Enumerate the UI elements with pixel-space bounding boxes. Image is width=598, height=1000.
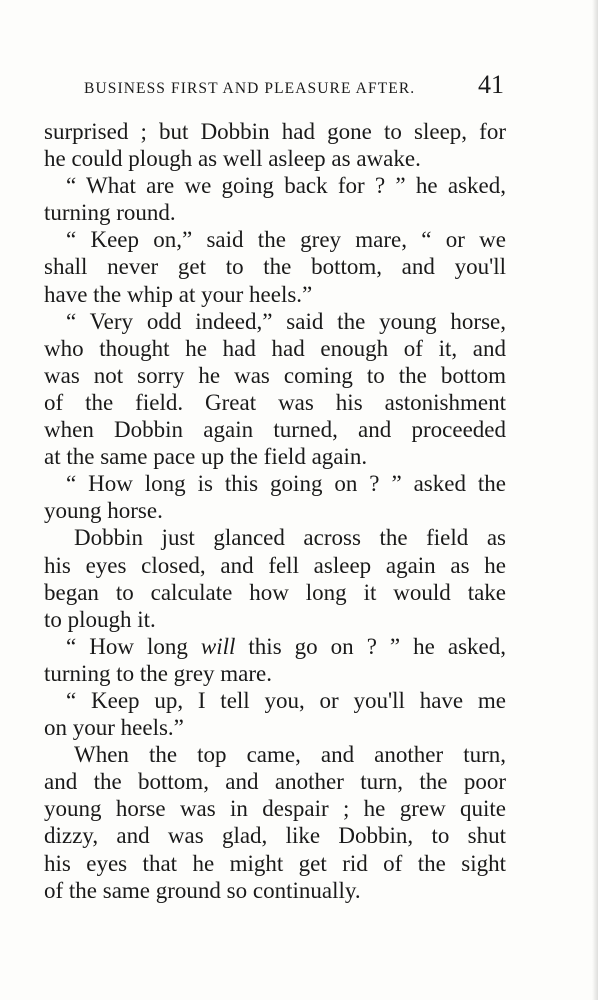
text-segment: this go on ? ” he asked,	[235, 633, 506, 659]
text-line: began to calculate how long it would take	[44, 579, 506, 605]
text-line: “ Very odd indeed,” said the young horse,	[66, 308, 506, 334]
body-text	[44, 118, 506, 904]
text-line: When the top came, and another turn,	[74, 742, 506, 768]
page-number: 41	[478, 70, 504, 99]
text-line: turning round.	[44, 200, 176, 226]
text-line: “ Keep on,” said the grey mare, “ or we	[66, 227, 506, 253]
text-line: turning to the grey mare.	[44, 660, 273, 686]
text-line: Dobbin just glanced across the field as	[74, 525, 506, 551]
text-line: surprised ; but Dobbin had gone to sleep, for	[44, 119, 506, 144]
text-line: when Dobbin again turned, and proceeded	[44, 417, 506, 443]
emphasized-word: will	[200, 633, 236, 659]
text-line: and the bottom, and another turn, the poor	[44, 769, 506, 795]
text-line: dizzy, and was glad, like Dobbin, to shut	[44, 823, 506, 849]
text-line: “ How long is this going on ? ” asked the	[66, 471, 506, 497]
text-line: of the field. Great was his astonishment	[44, 389, 506, 415]
text-line: at the same pace up the field again.	[44, 444, 368, 470]
text-line	[44, 633, 506, 660]
text-line: on your heels.”	[44, 715, 184, 741]
text-line: young horse was in despair ; he grew quite	[44, 796, 506, 822]
text-line: “ What are we going back for ? ” he asked,	[66, 173, 506, 199]
page-edge-shadow	[592, 0, 598, 1000]
text-line: shall never get to the bottom, and you'll	[44, 254, 506, 280]
text-line: he could plough as well asleep as awake.	[44, 146, 421, 172]
text-segment: “ How long	[66, 633, 201, 659]
text-line: have the whip at your heels.”	[44, 281, 313, 307]
text-line: was not sorry he was coming to the bottom	[44, 362, 506, 388]
text-line: his eyes that he might get rid of the sight	[44, 850, 506, 876]
text-line: his eyes closed, and fell asleep again as he	[44, 552, 506, 578]
text-line: young horse.	[44, 498, 163, 524]
running-title: BUSINESS FIRST AND PLEASURE AFTER.	[84, 80, 416, 97]
text-line: to plough it.	[44, 606, 156, 632]
text-line: who thought he had had enough of it, and	[44, 335, 506, 361]
text-line: of the same ground so continually.	[44, 877, 361, 903]
running-head	[84, 70, 504, 104]
text-line: “ Keep up, I tell you, or you'll have me	[66, 687, 506, 713]
